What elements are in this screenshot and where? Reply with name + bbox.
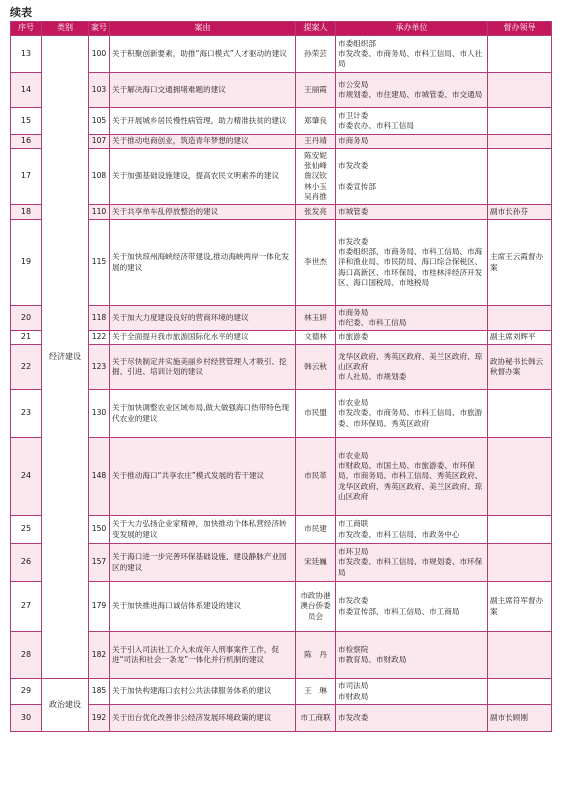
table-row — [11, 135, 552, 149]
subject-cell: 关于尽快制定并实施美丽乡村经营管理人才吸引、挖掘、引进、培训计划的建议 — [110, 345, 296, 390]
units-cell: 市城管委 — [336, 205, 488, 220]
table-row — [11, 516, 552, 544]
proposer-cell: 市民建 — [296, 516, 336, 544]
page-title: 续表 — [10, 6, 32, 19]
table-row — [11, 345, 552, 390]
subject-cell: 关于加强基础设施建设，提高农民文明素养的建议 — [110, 149, 296, 205]
units-cell: 市发改委 市委宣传部、市科工信局、市工商局 — [336, 582, 488, 632]
leader-cell — [488, 390, 552, 438]
units-cell: 市农业局 市发改委、市商务局、市科工信局、市旅游委、市环保局、秀英区政府 — [336, 390, 488, 438]
subject-cell: 关于共享单车乱停放整治的建议 — [110, 205, 296, 220]
subject-cell: 关于推动海口“共享农庄”模式发展的若干建议 — [110, 438, 296, 516]
units-cell: 市检察院 市教育局、市财政局 — [336, 632, 488, 679]
case-no-cell: 105 — [89, 108, 110, 135]
proposer-cell: 文德林 — [296, 331, 336, 345]
units-cell: 市农业局 市财政局、市国土局、市旅游委、市环保局、市商务局、市科工信局、秀英区政府、龙华区政府、秀英区政府、美兰区政府、琼山区政府 — [336, 438, 488, 516]
leader-cell — [488, 36, 552, 73]
subject-cell: 关于积聚创新要素，助推“海口模式”人才驱动的建议 — [110, 36, 296, 73]
leader-cell — [488, 149, 552, 205]
table-row — [11, 306, 552, 331]
case-no-cell: 103 — [89, 73, 110, 108]
subject-cell: 关于全面提升我市旅游国际化水平的建议 — [110, 331, 296, 345]
seq-cell: 18 — [11, 205, 42, 220]
leader-cell — [488, 108, 552, 135]
subject-cell: 关于海口进一步完善环保基础设施、建设静脉产业园区的建议 — [110, 544, 296, 582]
seq-cell: 13 — [11, 36, 42, 73]
header-row — [11, 22, 552, 36]
table-row — [11, 36, 552, 73]
table-row — [11, 205, 552, 220]
subject-cell: 关于加快构建海口农村公共法律服务体系的建议 — [110, 679, 296, 705]
subject-cell: 关于推动电商创业，筑造青年梦想的建议 — [110, 135, 296, 149]
case-no-cell: 107 — [89, 135, 110, 149]
seq-cell: 23 — [11, 390, 42, 438]
leader-cell: 政协秘书长韩云秋督办案 — [488, 345, 552, 390]
case-no-cell: 182 — [89, 632, 110, 679]
case-no-cell: 148 — [89, 438, 110, 516]
subject-cell: 关于加快调整农业区域布局,做大做强海口热带特色现代农业的建议 — [110, 390, 296, 438]
leader-cell — [488, 632, 552, 679]
case-no-cell: 123 — [89, 345, 110, 390]
case-no-cell: 130 — [89, 390, 110, 438]
table-row — [11, 544, 552, 582]
case-no-cell: 100 — [89, 36, 110, 73]
leader-cell: 主席王云霞督办案 — [488, 220, 552, 306]
table-body — [11, 36, 552, 732]
proposer-cell: 宋廷巍 — [296, 544, 336, 582]
seq-cell: 27 — [11, 582, 42, 632]
table-row — [11, 632, 552, 679]
seq-cell: 30 — [11, 705, 42, 732]
proposer-cell: 市政协港澳台侨委员会 — [296, 582, 336, 632]
seq-cell: 16 — [11, 135, 42, 149]
seq-cell: 19 — [11, 220, 42, 306]
proposal-table — [10, 21, 552, 732]
units-cell: 市委组织部 市发改委、市商务局、市科工信局、市人社局 — [336, 36, 488, 73]
leader-cell — [488, 306, 552, 331]
units-cell: 龙华区政府、秀英区政府、美兰区政府、琼山区政府 市人社局、市规划委 — [336, 345, 488, 390]
leader-cell — [488, 135, 552, 149]
seq-cell: 21 — [11, 331, 42, 345]
units-cell: 市环卫局 市发改委、市科工信局、市规划委、市环保局 — [336, 544, 488, 582]
seq-cell: 29 — [11, 679, 42, 705]
proposer-cell: 林玉妍 — [296, 306, 336, 331]
table-row — [11, 149, 552, 205]
table-row — [11, 108, 552, 135]
case-no-cell: 118 — [89, 306, 110, 331]
proposer-cell: 李世杰 — [296, 220, 336, 306]
leader-cell: 副市长顾刚 — [488, 705, 552, 732]
leader-cell: 副市长孙芬 — [488, 205, 552, 220]
proposer-cell: 市民盟 — [296, 390, 336, 438]
seq-cell: 26 — [11, 544, 42, 582]
proposer-cell: 张发亮 — [296, 205, 336, 220]
table-row — [11, 73, 552, 108]
header-case-no: 案号 — [89, 22, 110, 36]
case-no-cell: 150 — [89, 516, 110, 544]
table-row — [11, 390, 552, 438]
proposer-cell: 郑肇良 — [296, 108, 336, 135]
seq-cell: 24 — [11, 438, 42, 516]
units-cell: 市工商联 市发改委、市科工信局、市政务中心 — [336, 516, 488, 544]
case-no-cell: 179 — [89, 582, 110, 632]
header-category: 类别 — [42, 22, 89, 36]
table-row — [11, 331, 552, 345]
category-cell: 政治建设 — [42, 679, 89, 732]
units-cell: 市发改委 市委组织部、市商务局、市科工信局、市海洋和渔业局、市民防局、海口综合保税区、海口高新区、市环保局、市桂林洋经济开发区、海口国税局、市地税局 — [336, 220, 488, 306]
table-row — [11, 438, 552, 516]
leader-cell: 副主席符军督办案 — [488, 582, 552, 632]
proposer-cell: 孙荣芸 — [296, 36, 336, 73]
proposer-cell: 王 琳 — [296, 679, 336, 705]
units-cell: 市公安局 市规划委、市住建局、市城管委、市交通局 — [336, 73, 488, 108]
units-cell: 市发改委 市委宣传部 — [336, 149, 488, 205]
seq-cell: 15 — [11, 108, 42, 135]
proposer-cell: 王丽霞 — [296, 73, 336, 108]
seq-cell: 17 — [11, 149, 42, 205]
subject-cell: 关于加快琼州海峡经济带建设,推动海峡两岸一体化发展的建议 — [110, 220, 296, 306]
category-cell: 经济建设 — [42, 36, 89, 679]
leader-cell — [488, 679, 552, 705]
subject-cell: 关于加快推进海口诚信体系建设的建议 — [110, 582, 296, 632]
subject-cell: 关于大力弘扬企业家精神，加快推动个体私营经济转变发展的建议 — [110, 516, 296, 544]
case-no-cell: 110 — [89, 205, 110, 220]
subject-cell: 关于开展城乡居民慢性病管理，助力精准扶贫的建议 — [110, 108, 296, 135]
table-row — [11, 705, 552, 732]
proposer-cell: 陈安妮 张仙峰 詹汉钦 林小玉 吴肖推 — [296, 149, 336, 205]
units-cell: 市商务局 — [336, 135, 488, 149]
subject-cell: 关于解决海口交通拥堵难题的建议 — [110, 73, 296, 108]
subject-cell: 关于加大力度建设良好的营商环境的建议 — [110, 306, 296, 331]
header-seq: 序号 — [11, 22, 42, 36]
proposer-cell: 陈 丹 — [296, 632, 336, 679]
leader-cell — [488, 73, 552, 108]
table-row — [11, 582, 552, 632]
units-cell: 市商务局 市纪委、市科工信局 — [336, 306, 488, 331]
leader-cell — [488, 544, 552, 582]
case-no-cell: 108 — [89, 149, 110, 205]
case-no-cell: 192 — [89, 705, 110, 732]
units-cell: 市发改委 — [336, 705, 488, 732]
seq-cell: 25 — [11, 516, 42, 544]
seq-cell: 14 — [11, 73, 42, 108]
header-proposer: 提案人 — [296, 22, 336, 36]
units-cell: 市卫计委 市委农办、市科工信局 — [336, 108, 488, 135]
case-no-cell: 157 — [89, 544, 110, 582]
leader-cell — [488, 516, 552, 544]
seq-cell: 22 — [11, 345, 42, 390]
case-no-cell: 122 — [89, 331, 110, 345]
subject-cell: 关于出台优化改善非公经济发展环境政策的建议 — [110, 705, 296, 732]
case-no-cell: 185 — [89, 679, 110, 705]
proposer-cell: 韩云秋 — [296, 345, 336, 390]
seq-cell: 28 — [11, 632, 42, 679]
case-no-cell: 115 — [89, 220, 110, 306]
seq-cell: 20 — [11, 306, 42, 331]
proposer-cell: 市工商联 — [296, 705, 336, 732]
header-units: 承办单位 — [336, 22, 488, 36]
units-cell: 市旅游委 — [336, 331, 488, 345]
leader-cell — [488, 438, 552, 516]
table-row — [11, 220, 552, 306]
units-cell: 市司法局 市财政局 — [336, 679, 488, 705]
subject-cell: 关于引入司法社工介入未成年人刑事案件工作，促进“司法和社会一条龙”一体化并行机制的建议 — [110, 632, 296, 679]
table-row — [11, 679, 552, 705]
leader-cell: 副主席刘辉平 — [488, 331, 552, 345]
header-subject: 案由 — [110, 22, 296, 36]
header-leader: 督办领导 — [488, 22, 552, 36]
proposer-cell: 市民革 — [296, 438, 336, 516]
proposer-cell: 王丹靖 — [296, 135, 336, 149]
